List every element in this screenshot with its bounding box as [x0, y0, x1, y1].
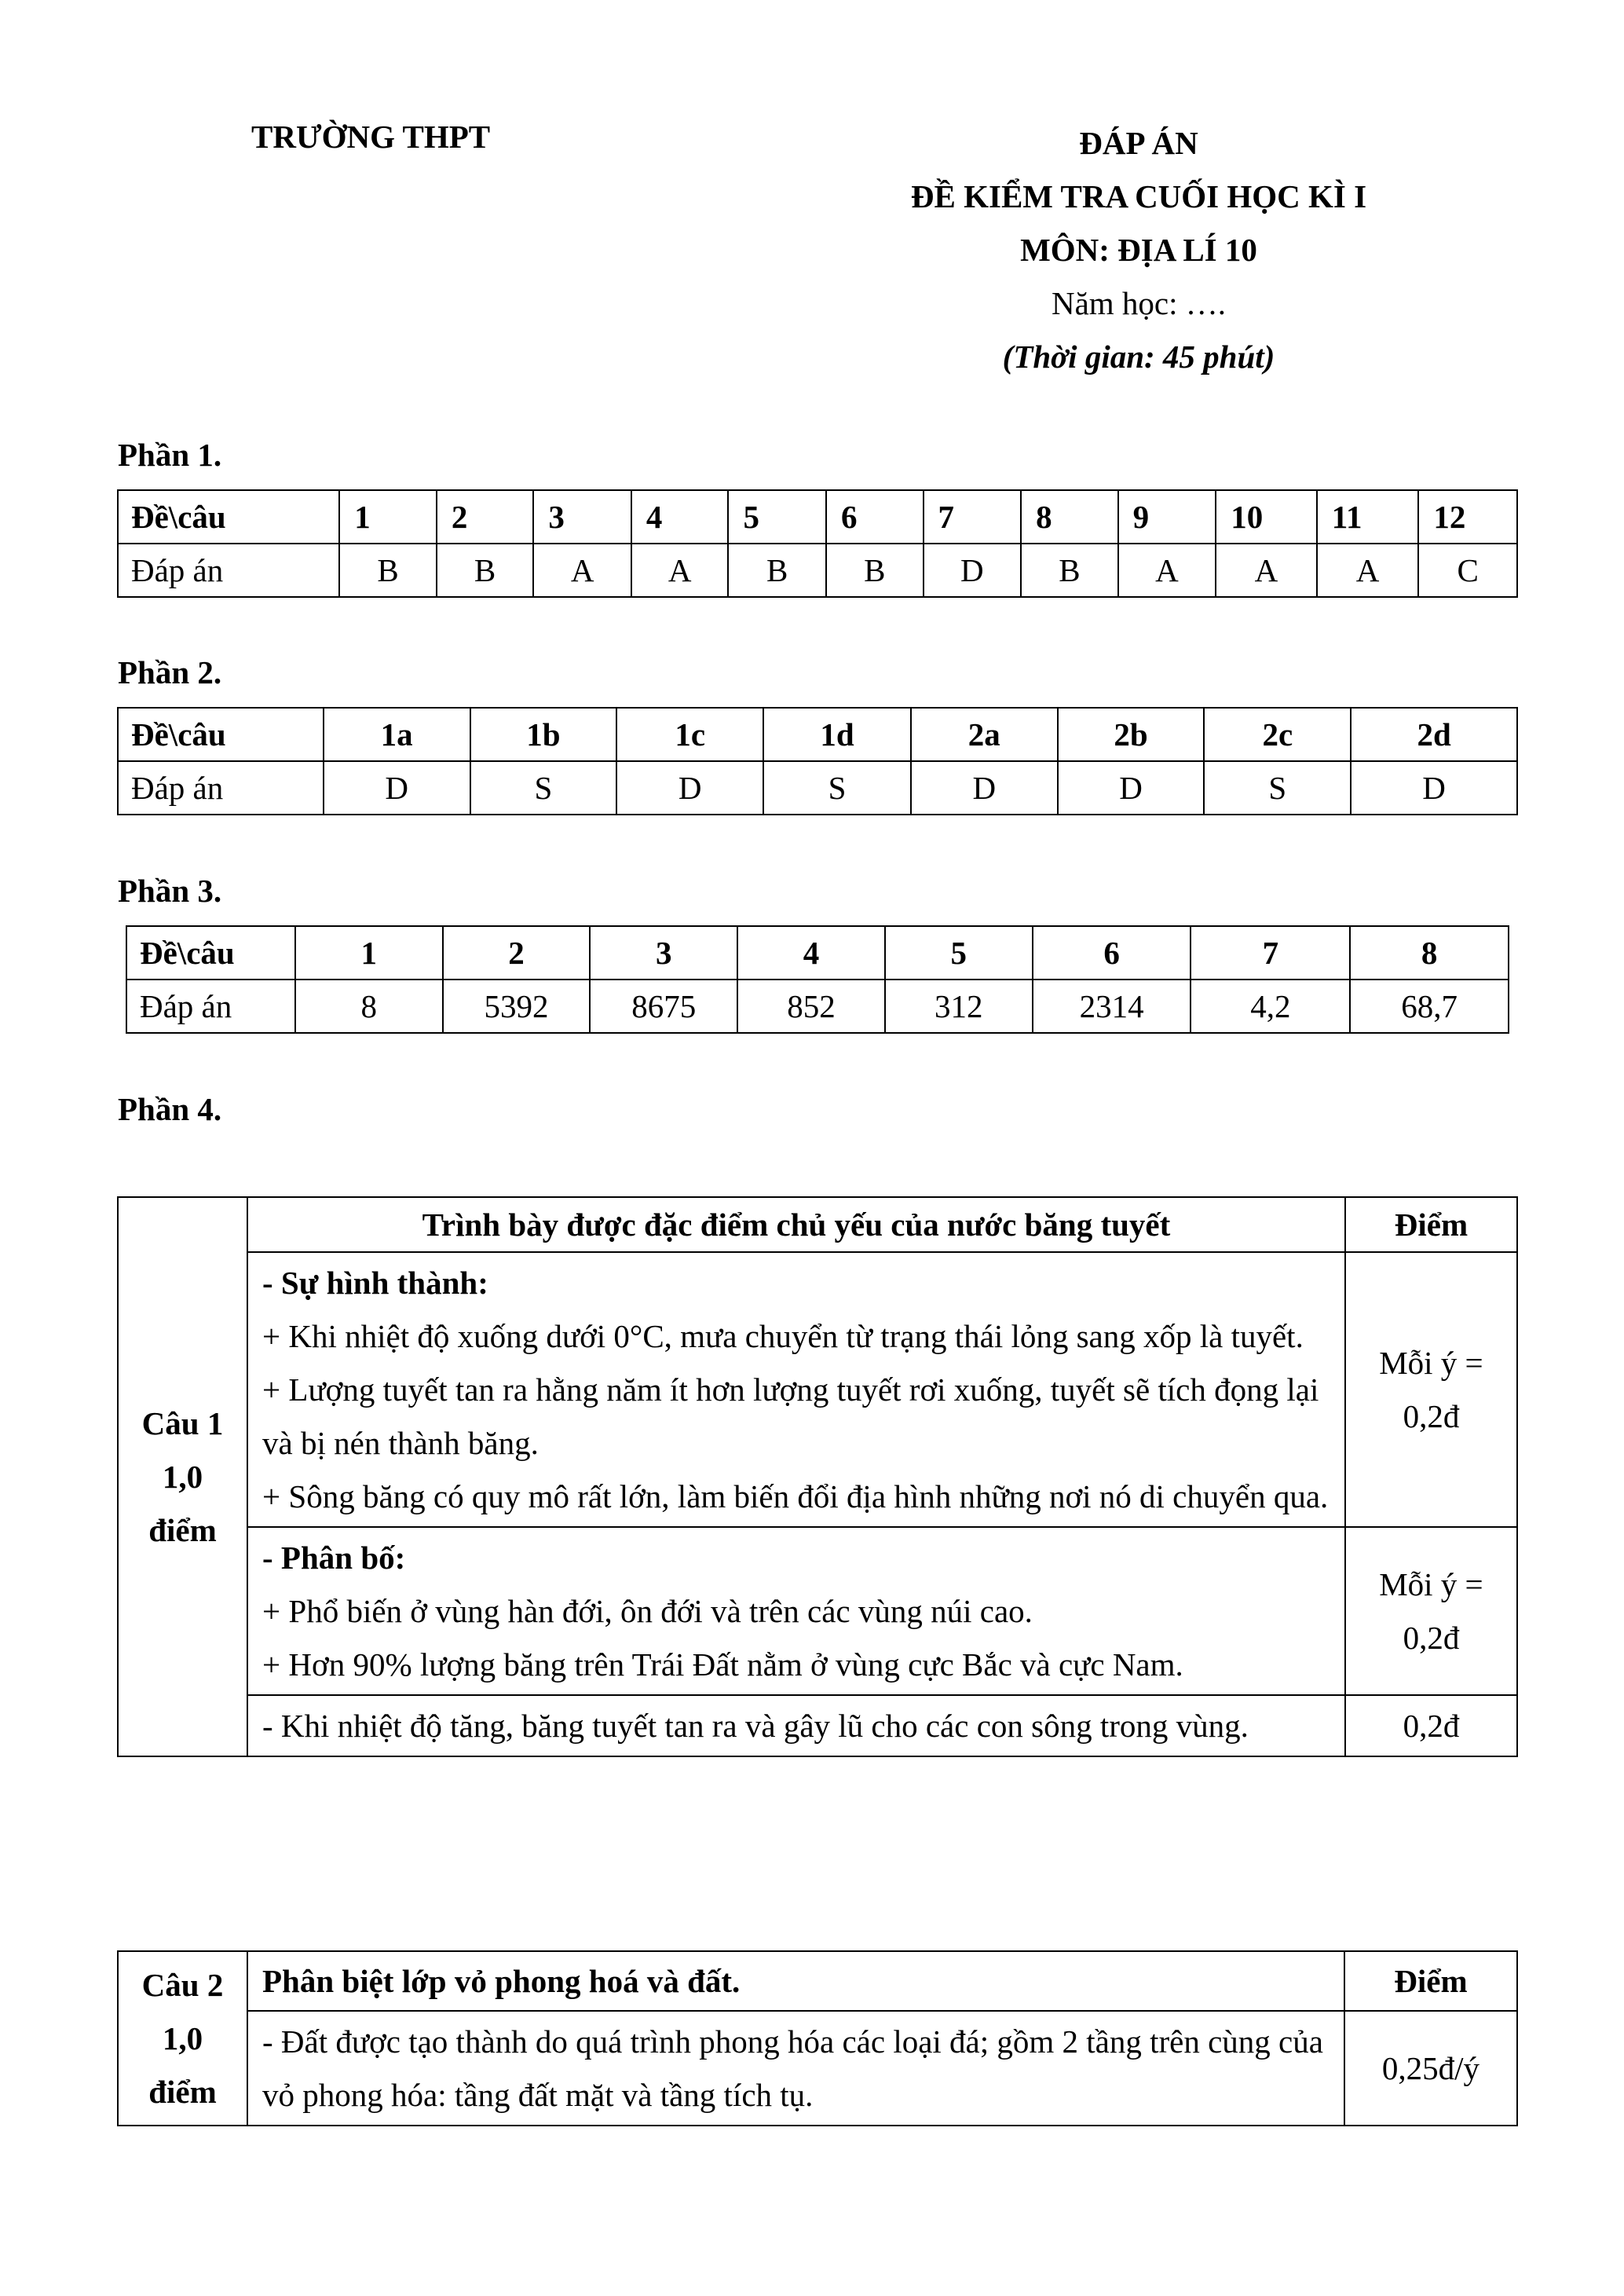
q1-block2-row: [118, 1527, 1517, 1695]
question-cell: 8: [1350, 926, 1509, 980]
answer-cell: A: [533, 544, 631, 597]
answer-cell: D: [911, 761, 1058, 815]
question-cell: 2b: [1058, 708, 1205, 761]
answer-cell: C: [1418, 544, 1517, 597]
q1-heading: Trình bày được đặc điểm chủ yếu của nước băng tuyết: [247, 1197, 1345, 1252]
answer-cell: S: [1204, 761, 1351, 815]
question-cell: 1a: [324, 708, 470, 761]
question-cell: 1b: [470, 708, 617, 761]
answer-cell: 2314: [1033, 980, 1191, 1033]
part2-title: Phần 2.: [118, 654, 222, 690]
question1-table: [117, 1196, 1518, 1757]
question-cell: 4: [737, 926, 885, 980]
answer-cell: A: [631, 544, 729, 597]
q1-block3-score: 0,2đ: [1345, 1695, 1517, 1756]
row-label: Đề\câu: [126, 926, 295, 980]
question-cell: 1: [295, 926, 443, 980]
q2-score-heading: Điểm: [1344, 1951, 1517, 2011]
school-name: TRƯỜNG THPT: [251, 119, 491, 155]
q2-content: - Đất được tạo thành do quá trình phong hóa các loại đá; gồm 2 tầng trên cùng của vỏ phong hóa: tầng đất mặt và tầng tích tụ.: [247, 2011, 1344, 2126]
answer-cell: B: [339, 544, 437, 597]
answer-cell: 8: [295, 980, 443, 1033]
answer-cell: A: [1118, 544, 1216, 597]
answer-cell: S: [763, 761, 911, 815]
question-cell: 7: [924, 490, 1022, 544]
row-label: Đề\câu: [118, 708, 324, 761]
answer-cell: B: [1021, 544, 1118, 597]
answer-cell: 8675: [590, 980, 737, 1033]
question-cell: 6: [826, 490, 924, 544]
question-cell: 6: [1033, 926, 1191, 980]
q1-label: Câu 1 1,0 điểm: [118, 1197, 247, 1756]
question-cell: 2: [443, 926, 591, 980]
q2-score: 0,25đ/ý: [1344, 2011, 1517, 2126]
row-label: Đáp án: [126, 980, 295, 1033]
q1-block1: - Sự hình thành: + Khi nhiệt độ xuống dưới 0°C, mưa chuyển từ trạng thái lỏng sang xốp là tuyết. + Lượng tuyết tan ra hằng năm ít hơn lượng tuyết rơi xuống, tuyết sẽ tích đọng lại và bị nén thành băng. + Sông băng có quy mô rất lớn, làm biến đổi địa hình những nơi nó di chuyển qua.: [247, 1252, 1345, 1527]
document-header: [785, 116, 1492, 383]
subject-name: MÔN: ĐỊA LÍ 10: [1020, 232, 1257, 268]
row-label: Đáp án: [118, 544, 339, 597]
answer-cell: 68,7: [1350, 980, 1509, 1033]
answer-cell: 5392: [443, 980, 591, 1033]
question-cell: 2: [437, 490, 534, 544]
q1-score-heading: Điểm: [1345, 1197, 1517, 1252]
question-cell: 2a: [911, 708, 1058, 761]
q1-block2: - Phân bố: + Phổ biến ở vùng hàn đới, ôn đới và trên các vùng núi cao. + Hơn 90% lượng băng trên Trái Đất nằm ở vùng cực Bắc và cực Nam.: [247, 1527, 1345, 1695]
part2-question-row: [118, 708, 1517, 761]
question-cell: 5: [728, 490, 826, 544]
question2-table: [117, 1950, 1518, 2126]
answer-cell: D: [1351, 761, 1517, 815]
answer-cell: B: [728, 544, 826, 597]
question-cell: 1: [339, 490, 437, 544]
question-cell: 10: [1216, 490, 1317, 544]
answer-cell: 852: [737, 980, 885, 1033]
answer-cell: A: [1216, 544, 1317, 597]
part1-answer-row: [118, 544, 1517, 597]
question-cell: 5: [885, 926, 1033, 980]
question-cell: 2c: [1204, 708, 1351, 761]
question-cell: 12: [1418, 490, 1517, 544]
part1-table: [117, 489, 1518, 598]
exam-name: ĐỀ KIỂM TRA CUỐI HỌC KÌ I: [910, 178, 1367, 214]
part1-title: Phần 1.: [118, 437, 222, 473]
exam-duration: (Thời gian: 45 phút): [1002, 339, 1275, 375]
q2-content-row: [118, 2011, 1517, 2126]
part2-table: [117, 707, 1518, 815]
q1-block1-score: Mỗi ý = 0,2đ: [1345, 1252, 1517, 1527]
question-cell: 7: [1191, 926, 1350, 980]
q1-block3: - Khi nhiệt độ tăng, băng tuyết tan ra và gây lũ cho các con sông trong vùng.: [247, 1695, 1345, 1756]
answer-cell: D: [324, 761, 470, 815]
part3-answer-row: [126, 980, 1509, 1033]
q1-block2-score: Mỗi ý = 0,2đ: [1345, 1527, 1517, 1695]
doc-title: ĐÁP ÁN: [1079, 125, 1198, 161]
answer-cell: D: [924, 544, 1022, 597]
row-label: Đáp án: [118, 761, 324, 815]
row-label: Đề\câu: [118, 490, 339, 544]
question-cell: 3: [533, 490, 631, 544]
part3-table: [126, 925, 1509, 1034]
part3-question-row: [126, 926, 1509, 980]
q1-block1-row: [118, 1252, 1517, 1527]
q2-label: Câu 2 1,0 điểm: [118, 1951, 247, 2126]
part1-question-row: [118, 490, 1517, 544]
answer-cell: B: [437, 544, 534, 597]
part2-answer-row: [118, 761, 1517, 815]
q2-heading-row: [118, 1951, 1517, 2011]
school-year: Năm học: ….: [1051, 285, 1227, 321]
part3-title: Phần 3.: [118, 873, 222, 909]
question-cell: 8: [1021, 490, 1118, 544]
q1-block3-row: [118, 1695, 1517, 1756]
answer-cell: S: [470, 761, 617, 815]
question-cell: 9: [1118, 490, 1216, 544]
answer-cell: A: [1317, 544, 1419, 597]
q2-heading: Phân biệt lớp vỏ phong hoá và đất.: [247, 1951, 1344, 2011]
q1-heading-row: [118, 1197, 1517, 1252]
part4-title: Phần 4.: [118, 1091, 222, 1127]
question-cell: 11: [1317, 490, 1419, 544]
question-cell: 4: [631, 490, 729, 544]
question-cell: 3: [590, 926, 737, 980]
question-cell: 1d: [763, 708, 911, 761]
question-cell: 1c: [616, 708, 763, 761]
answer-cell: D: [616, 761, 763, 815]
answer-cell: D: [1058, 761, 1205, 815]
answer-cell: B: [826, 544, 924, 597]
answer-cell: 312: [885, 980, 1033, 1033]
answer-cell: 4,2: [1191, 980, 1350, 1033]
question-cell: 2d: [1351, 708, 1517, 761]
